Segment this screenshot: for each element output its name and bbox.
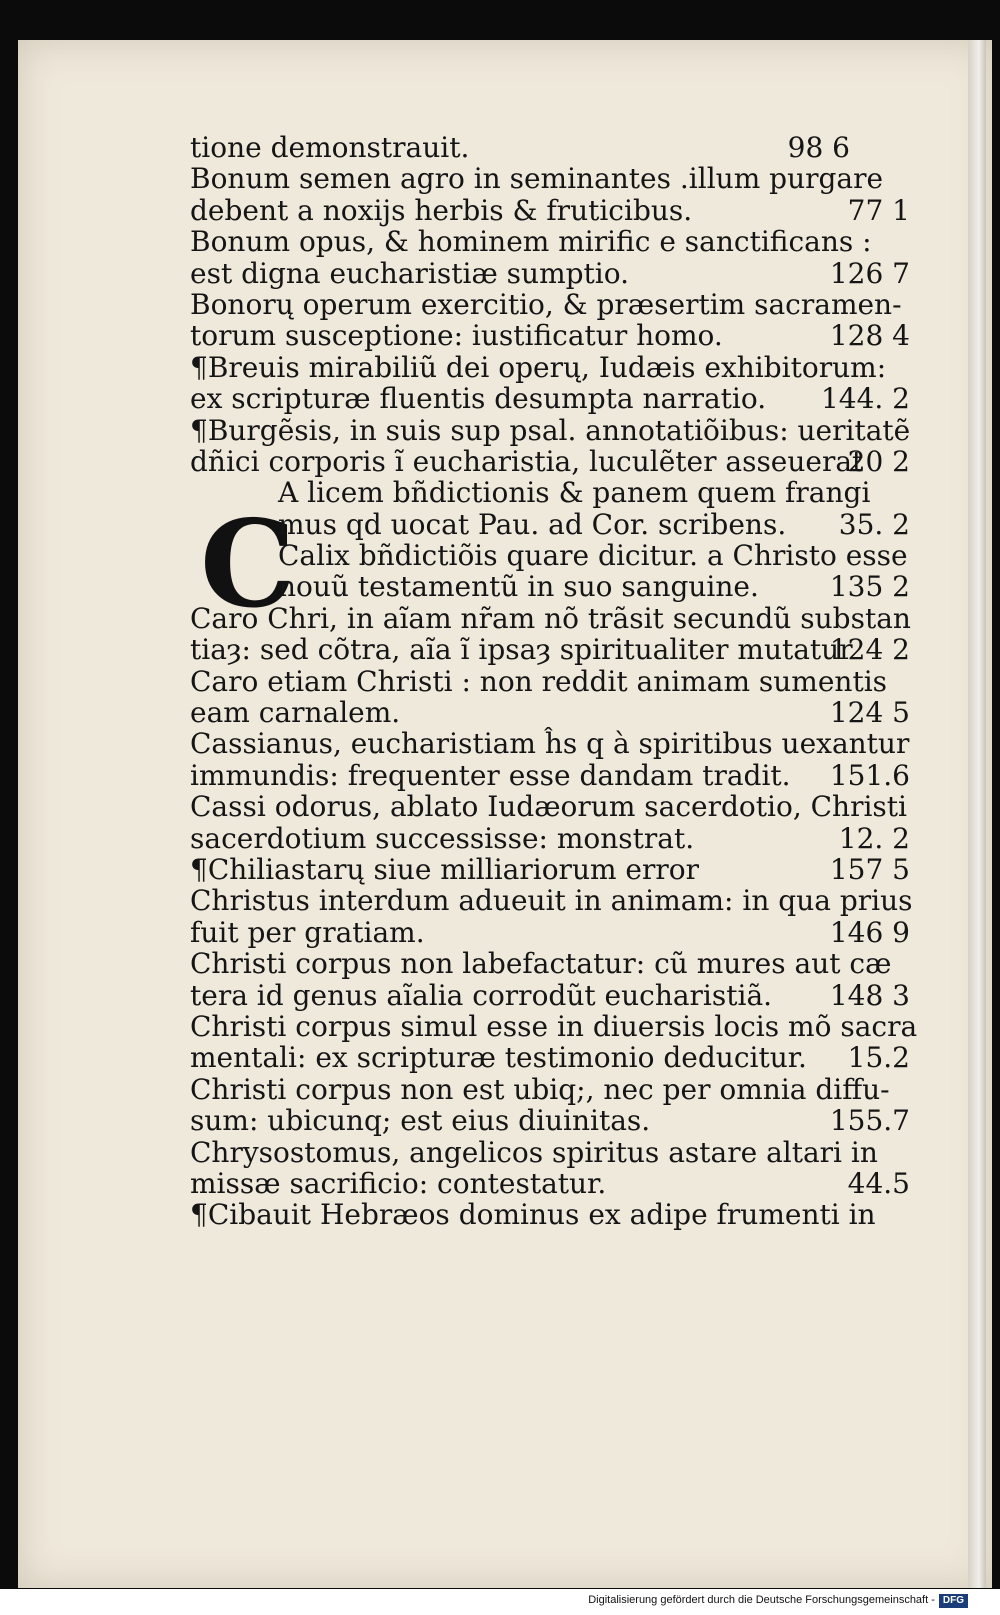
index-line bbox=[190, 884, 913, 918]
index-line bbox=[190, 1074, 910, 1105]
index-entries bbox=[190, 162, 918, 1232]
entry-reference: 148 3 bbox=[829, 978, 910, 1012]
page-number: 98 6 bbox=[787, 131, 850, 164]
entry-reference: 44.5 bbox=[847, 1166, 910, 1200]
index-line bbox=[190, 917, 910, 948]
dfg-logo: DFG bbox=[939, 1594, 968, 1608]
entry-text: ¶Cibauit Hebræos dominus ex adipe frumenti in bbox=[190, 1198, 876, 1232]
entry-text: missæ sacrificio: contestatur. bbox=[190, 1166, 607, 1200]
entry-text: ¶Chiliastarų siue milliariorum error bbox=[190, 852, 700, 886]
entry-text: Bonum semen agro in seminantes .illum purgare bbox=[190, 162, 884, 196]
header-text: tione demonstrauit. bbox=[190, 131, 470, 164]
entry-text: nouũ testamentũ in suo sanguine. bbox=[278, 570, 759, 604]
entry-reference: 135 2 bbox=[829, 570, 910, 604]
index-line bbox=[190, 1105, 910, 1136]
index-line bbox=[190, 352, 910, 383]
index-line bbox=[190, 1199, 910, 1230]
entry-reference: 128 4 bbox=[829, 319, 910, 353]
entry-text: tera id genus aĩalia corrodũt eucharistiã. bbox=[190, 978, 773, 1012]
entry-text: immundis: frequenter esse dandam tradit. bbox=[190, 758, 791, 792]
entry-text: Bonum opus, & hominem mirific e sanctificans : bbox=[190, 225, 872, 259]
index-line bbox=[190, 320, 910, 351]
index-line bbox=[190, 1137, 910, 1168]
index-line bbox=[190, 571, 910, 602]
entry-text: dñici corporis ĩ eucharistia, luculẽter asseuerat bbox=[190, 444, 864, 478]
entry-text: Cassi odorus, ablato Iudæorum sacerdotio, Christi bbox=[190, 790, 907, 824]
entry-reference: 146 9 bbox=[829, 915, 910, 949]
entry-text: mus qd uocat Pau. ad Cor. scribens. bbox=[278, 507, 787, 541]
entry-reference: 124 2 bbox=[829, 633, 910, 667]
entry-reference: 20 2 bbox=[847, 444, 910, 478]
index-line bbox=[190, 1168, 910, 1199]
index-line bbox=[190, 383, 910, 414]
footer bbox=[588, 1594, 968, 1608]
entry-text: fuit per gratiam. bbox=[190, 915, 425, 949]
entry-text: sum: ubicunq; est eius diuinitas. bbox=[190, 1104, 651, 1138]
index-line bbox=[190, 226, 910, 257]
index-line bbox=[190, 258, 910, 289]
footer-text: Digitalisierung gefördert durch die Deutsche Forschungsgemeinschaft - bbox=[588, 1594, 935, 1606]
entry-text: Caro etiam Christi : non reddit animam sumentis bbox=[190, 664, 888, 698]
index-line bbox=[190, 823, 910, 854]
index-line bbox=[190, 540, 910, 571]
index-line bbox=[190, 446, 910, 477]
index-line bbox=[190, 791, 910, 822]
index-line bbox=[190, 1009, 918, 1043]
index-line bbox=[190, 509, 910, 540]
entry-text: eam carnalem. bbox=[190, 696, 401, 730]
entry-text: ¶Breuis mirabiliũ dei operų, Iudæis exhibitorum: bbox=[190, 350, 887, 384]
entry-text: Chrysostomus, angelicos spiritus astare altari in bbox=[190, 1135, 878, 1169]
entry-text: Christi corpus non est ubiq;, nec per omnia diffu- bbox=[190, 1072, 890, 1106]
index-line bbox=[190, 163, 910, 194]
entry-text: ex scripturæ fluentis desumpta narratio. bbox=[190, 382, 767, 416]
index-line bbox=[190, 195, 910, 226]
entry-reference: 155.7 bbox=[829, 1104, 910, 1138]
index-line bbox=[190, 948, 910, 979]
entry-text: ¶Burgẽsis, in suis sup psal. annotatiõibus: ueritatẽ bbox=[190, 413, 911, 447]
entry-reference: 157 5 bbox=[829, 852, 910, 886]
entry-text: Christi corpus non labefactatur: cũ mures aut cæ bbox=[190, 947, 892, 981]
index-line bbox=[190, 289, 910, 320]
index-line bbox=[190, 666, 910, 697]
entry-text: est digna eucharistiæ sumptio. bbox=[190, 256, 630, 290]
entry-reference: 77 1 bbox=[847, 193, 910, 227]
entry-text: Bonorų operum exercitio, & præsertim sacramen- bbox=[190, 287, 902, 321]
entry-text: Calix bñdictiõis quare dicitur. a Christo esse bbox=[278, 539, 908, 573]
index-line bbox=[190, 980, 910, 1011]
index-text bbox=[190, 131, 918, 1232]
index-line bbox=[190, 415, 910, 446]
entry-reference: 35. 2 bbox=[838, 507, 910, 541]
entry-text: torum susceptione: iustificatur homo. bbox=[190, 319, 723, 353]
index-line bbox=[190, 634, 910, 665]
entry-text: Christi corpus simul esse in diuersis locis mõ sacra bbox=[190, 1009, 918, 1043]
index-line bbox=[190, 854, 910, 885]
entry-text: mentali: ex scripturæ testimonio deducitur. bbox=[190, 1041, 807, 1075]
entry-text: sacerdotium successisse: monstrat. bbox=[190, 821, 695, 855]
index-line bbox=[190, 477, 910, 508]
entry-text: A licem bñdictionis & panem quem frangi bbox=[278, 476, 871, 510]
index-line bbox=[190, 603, 910, 634]
page-header bbox=[190, 132, 910, 163]
entry-reference: 126 7 bbox=[829, 256, 910, 290]
drop-cap: C bbox=[200, 494, 296, 635]
entry-text: Caro Chri, in aĩam nr̃am nõ trãsit secundũ substan bbox=[190, 601, 911, 635]
index-line bbox=[190, 728, 910, 759]
entry-reference: 124 5 bbox=[829, 696, 910, 730]
entry-text: debent a noxijs herbis & fruticibus. bbox=[190, 193, 693, 227]
entry-text: tiaȝ: sed cõtra, aĩa ĩ ipsaȝ spiritualiter mutatur bbox=[190, 633, 853, 667]
page-edge bbox=[968, 40, 986, 1588]
entry-text: Christus interdum adueuit in animam: in qua prius bbox=[190, 884, 913, 918]
entry-reference: 151.6 bbox=[829, 758, 910, 792]
entry-reference: 12. 2 bbox=[838, 821, 910, 855]
entry-reference: 144. 2 bbox=[820, 382, 910, 416]
entry-reference: 15.2 bbox=[847, 1041, 910, 1075]
index-line bbox=[190, 697, 910, 728]
index-line bbox=[190, 1042, 910, 1073]
index-line bbox=[190, 760, 910, 791]
entry-text: Cassianus, eucharistiam ĥs q à spiritibus uexantur bbox=[190, 727, 910, 761]
